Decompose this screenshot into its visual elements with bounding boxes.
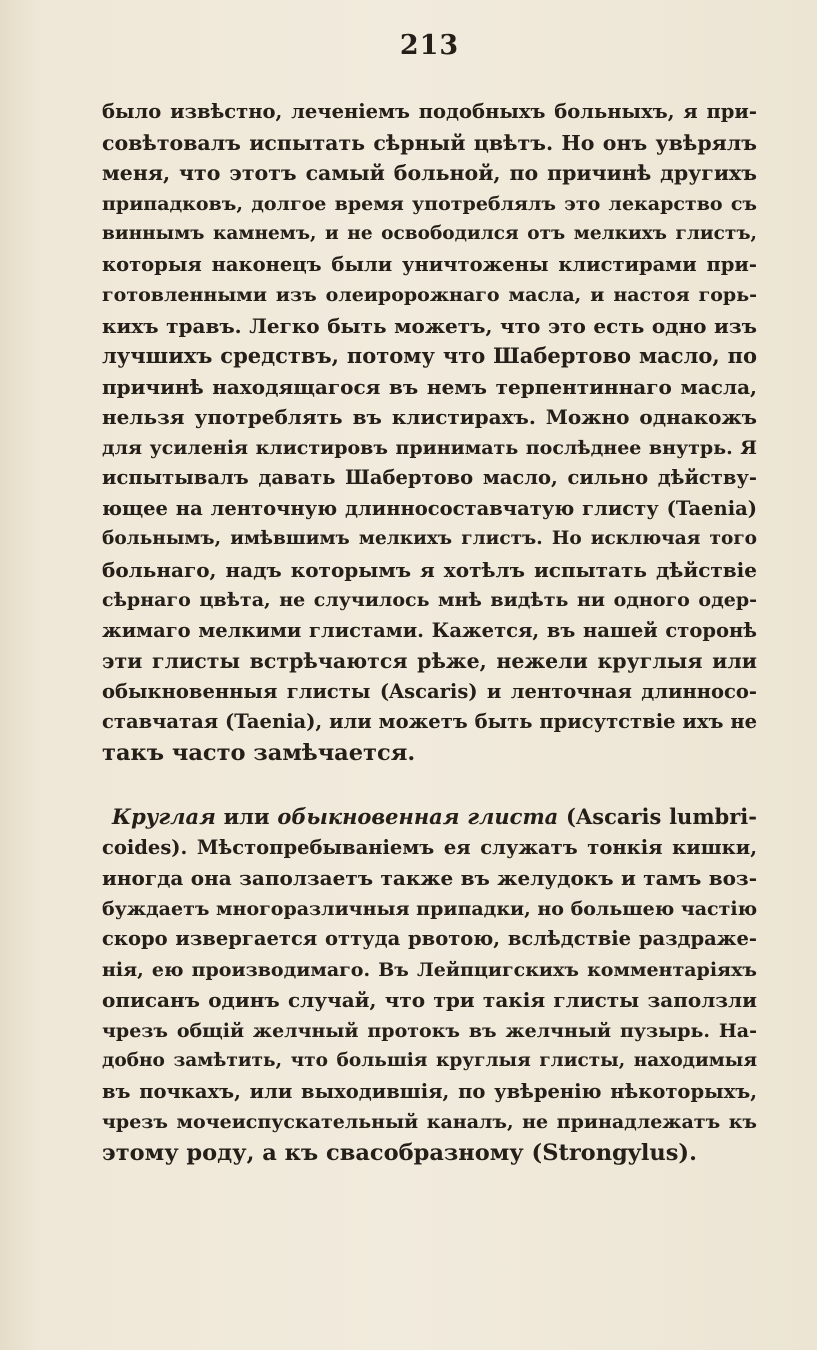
text-line: больнаго, надъ которымъ я хотѣлъ испытать дѣйствіе xyxy=(102,557,757,582)
text-line: coides). Мѣстопребываніемъ ея служатъ тонкія кишки, xyxy=(102,835,757,859)
text-line: испытывалъ давать Шабертово масло, сильно дѣйству- xyxy=(102,466,757,489)
text-line: чрезъ общій желчный протокъ въ желчный пузырь. На- xyxy=(102,1019,757,1042)
text-line: добно замѣтить, что большія круглыя глисты, находимыя xyxy=(102,1050,757,1071)
text-line: для усиленія клистировъ принимать послѣднее внутрь. Я xyxy=(102,436,757,459)
text-line: такъ часто замѣчается. xyxy=(102,739,416,766)
text-line: эти глисты встрѣчаются рѣже, нежели круглыя или xyxy=(102,649,757,673)
text-line: буждаетъ многоразличныя припадки, но большею частію xyxy=(102,897,757,920)
text-line: припадковъ, долгое время употреблялъ это лекарство съ xyxy=(102,192,757,215)
text-line: нія, ею производимаго. Въ Лейпцигскихъ комментаріяхъ xyxy=(102,958,757,981)
text-fragment: или xyxy=(215,804,278,829)
text-line: было извѣстно, леченіемъ подобныхъ больныхъ, я при- xyxy=(102,100,757,123)
text-line: лучшихъ средствъ, потому что Шабертово масло, по xyxy=(102,343,757,368)
text-line: этому роду, а къ свaсобразному (Strongylus). xyxy=(102,1139,697,1166)
text-line: обыкновенныя глисты (Ascaris) и ленточная длинносо- xyxy=(102,679,757,703)
text-line: нельзя употреблять въ клистирахъ. Можно однакожъ xyxy=(102,405,757,429)
text-line: которыя наконецъ были уничтожены клистирами при- xyxy=(102,252,757,276)
text-line: готовленными изъ олеиророжнаго масла, и настоя горь- xyxy=(102,284,757,306)
paragraph-roundworm xyxy=(102,802,757,1168)
page-number: 213 xyxy=(399,30,460,61)
text-fragment: (Ascaris lumbri- xyxy=(558,804,757,829)
text-line: ющее на ленточную длинносоставчатую глисту (Taenia) xyxy=(102,496,757,520)
paragraph-gap xyxy=(102,768,757,802)
text-line: больнымъ, имѣвшимъ мелкихъ глистъ. Но исключая того xyxy=(102,528,757,549)
text-line: совѣтовалъ испытать сѣрный цвѣтъ. Но онъ увѣрялъ xyxy=(102,130,757,155)
text-line: причинѣ находящагося въ немъ терпентиннаго масла, xyxy=(102,374,757,399)
text-line: скоро извергается оттуда рвотою, вслѣдствіе раздраже- xyxy=(102,927,757,950)
text-line: жимаго мелкими глистами. Кажется, въ нашей сторонѣ xyxy=(102,618,757,642)
text-line: чрезъ мочеиспускательный каналъ, не принадлежатъ къ xyxy=(102,1111,757,1133)
text-line-heading xyxy=(102,802,757,833)
text-line: кихъ травъ. Легко быть можетъ, что это есть одно изъ xyxy=(102,313,757,338)
text-line: виннымъ камнемъ, и не освободился отъ мелкихъ глистъ, xyxy=(102,223,757,244)
paragraph-worms-treatment xyxy=(102,97,757,768)
text-line: въ почкахъ, или выходившія, по увѣренію нѣкоторыхъ, xyxy=(102,1079,757,1103)
text-line: иногда она заползаетъ также въ желудокъ и тамъ воз- xyxy=(102,866,757,890)
term-italic: Круглая xyxy=(112,804,216,829)
text-line: описанъ одинъ случай, что три такія глисты заползли xyxy=(102,988,757,1012)
text-line: ставчатая (Taenia), или можетъ быть присутствіе ихъ не xyxy=(102,710,757,733)
text-line: меня, что этотъ самый больной, по причинѣ другихъ xyxy=(102,161,757,185)
text-line: сѣрнаго цвѣта, не случилось мнѣ видѣть ни одного одер- xyxy=(102,589,757,611)
term-italic: обыкновенная глиста xyxy=(277,804,559,829)
